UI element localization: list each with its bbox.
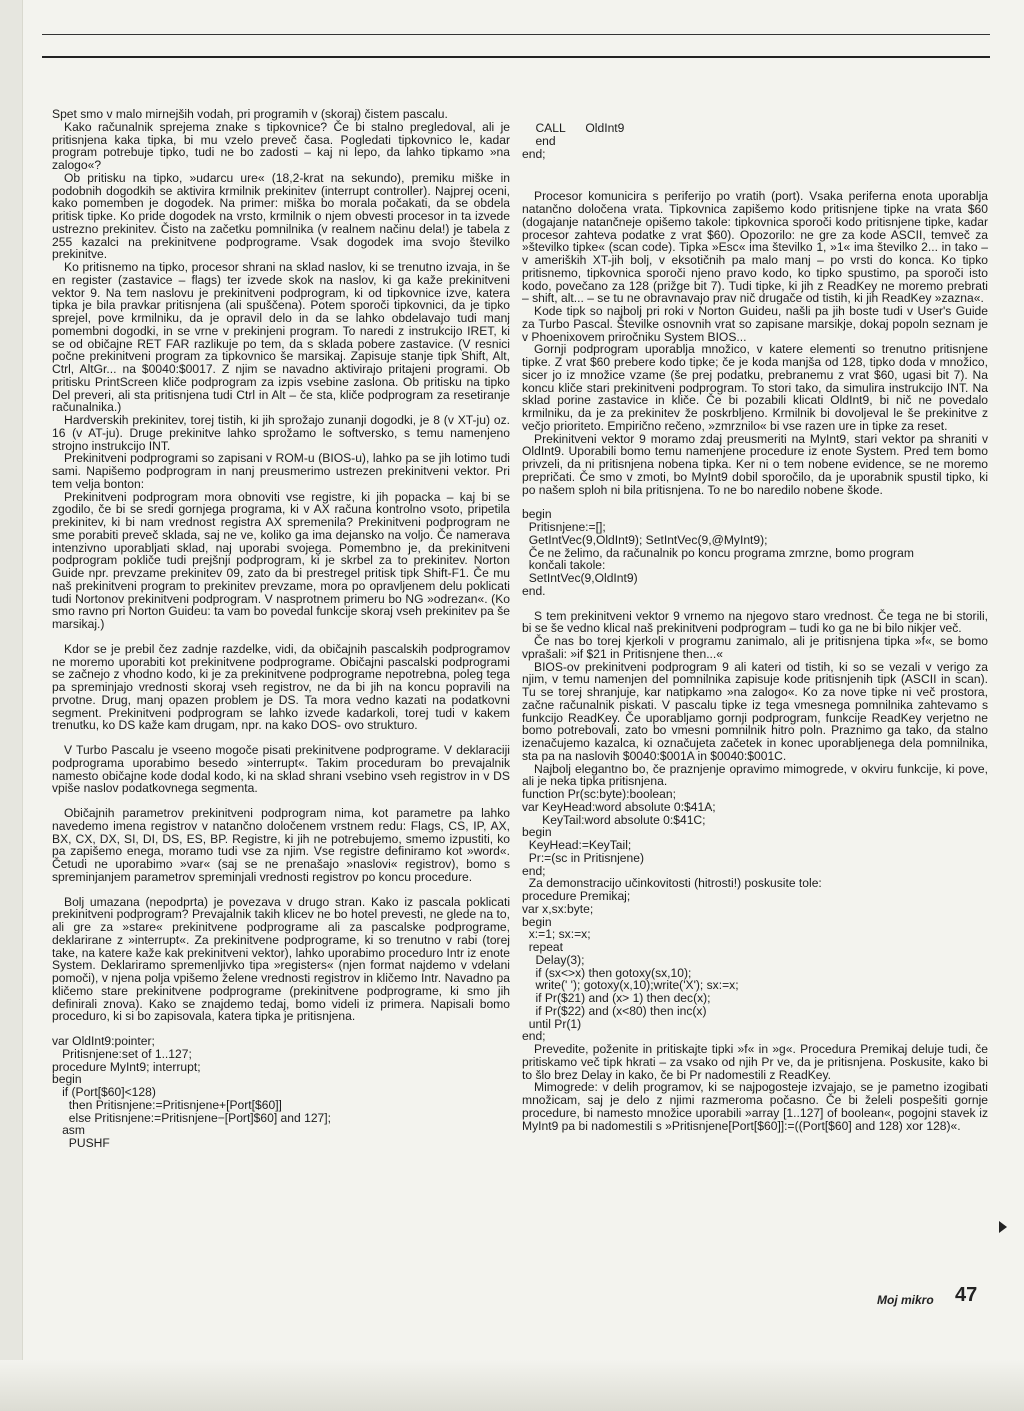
page-edge: [0, 0, 23, 1411]
paragraph: Običajnih parametrov prekinitveni podprogram nima, kot parametre pa lahko navedemo imena registrov v natančno določenem vrstnem redu: Flags, CS, IP, AX, BX, CX, DX, SI, DI, DS, ES, BP. Registre, ki jih ne potrebujemo, smemo izpustiti, ko pa zapišemo enega, moramo tudi vse za njim. Vse registre definiramo kot »word«. Četudi ne uporabimo »var« (saj se ne prenašajo »naslovi« registrov), bomo s spreminjanjem parametrov spreminjali vrednosti registrov po koncu procedure.: [52, 806, 510, 884]
paragraph: Prevedite, poženite in pritiskajte tipki »f« in »g«. Procedura Premikaj deluje tudi, če pritiskamo več tipk hkrati – za vsako od njih Pr ve, da je pritisnjena. Poskusite, kako bi to šlo brez Delay in kako, če bi Pr nadomestili z ReadKey.: [522, 1042, 988, 1082]
paragraph: BIOS-ov prekinitveni podprogram 9 ali kateri od tistih, ki so se vezali v verigo za njim, v temu namenjen del pomnilnika zapisuje kode pritisnjenih tipk (ASCII in scan). Tu se torej shranjuje, kar natipkamo »na zalogo«. Ko za nove tipke ni več prostora, začne računalnik piskati. V pascalu tipke iz tega vmesnega pomnilnika zahtevamo s funkcijo ReadKey. Če uporabljamo gornji podprogram, funkcije ReadKey verjetno ne bomo potrebovali, zato bo vmesni pomnilnik hitro poln. Praznimo ga tako, da stalno izenačujemo kazalca, ki označujeta začetek in konec uporabljenega dela pomnilnika, sta pa na naslovih $0040:$001A in $0040:$001C.: [522, 659, 988, 763]
paragraph: Bolj umazana (nepodprta) je povezava v drugo stran. Kako iz pascala poklicati prekinitveni podprogram? Prevajalnik takih klicev ne bo hotel prevesti, ne glede na to, ali gre za »stare« prekinitvene podprograme ali za pascalske podprograme, deklarirane z »interrupt«. Za prekinitvene podprograme, ki so trenutno v rabi (torej take, na katere kaže kak prekinitveni vektor), lahko uporabimo proceduro Intr iz enote System. Deklariramo spremenljivko tipa »registers« (njen format najdemo v vdelani pomoči), v njena polja vpišemo želene vrednosti registrov in kličemo Intr. Navadno pa kličemo stare prekinitvene podprograme (prekinitvene podprograme, ki smo jih definirali znova). Kako se znajdemo tedaj, bomo videli iz primera. Napisali bomo proceduro, ki si bo zapisovala, katera tipka je pritisnjena.: [52, 894, 510, 1024]
paragraph: Ko pritisnemo na tipko, procesor shrani na sklad naslov, ki se trenutno izvaja, in še en register (zastavice – flags) ter izvede skok na naslov, ki ga kaže prekinitveni vektor 9. Na tem naslovu je prekinitveni podprogram, ki od tipkovnice izve, katera tipka je bila pravkar pritisnjena (ali spuščena). Potem sporoči tipkovnici, da je tipko sprejel, pove krmilniku, da je opravil delo in da se lahko obdelavajo tudi manj pomembni dogodki, in se vrne v prekinjeni program. To naredi z instrukcijo IRET, ki se od običajne RET FAR razlikuje po tem, da s sklada pobere zastavice. (V resnici počne prekinitveni program za tipkovnico še marsikaj. Zapisuje stanje tipk Shift, Alt, Ctrl, AltGr... na $0040:$0017. Z njim se navadno aktivirajo pritajeni programi. Ob pritisku PrintScreen kliče podprogram za izpis vsebine zaslona. Ob pritisku na tipko Del preveri, ali sta pritisnjena tudi Ctrl in Alt – če sta, kliče podprogram za resetiranje računalnika.): [52, 260, 510, 415]
code-block-premikaj: function Pr(sc:byte):boolean; var KeyHead:word absolute 0:$41A; KeyTail:word absolute 0:$41C; begin KeyHead:=KeyTail; Pr:=(sc in Pritisnjene) end; Za demonstracijo učinkovitosti (hitrosti!) poskusite tole: procedure Premikaj; var x,sx:byte; begin x:=1; sx:=x; repeat Delay(3); if (sx<>x) then gotoxy(sx,10); write(' '); gotoxy(x,10);write('X'); sx:=x; if Pr($21) and (x> 1) then dec(x); if Pr($22) and (x<80) then inc(x) until Pr(1) end;: [522, 787, 822, 1044]
paragraph: Najbolj elegantno bo, če praznjenje opravimo mimogrede, v okviru funkcije, ki pove, ali je neka tipka pritisnjena.: [522, 761, 988, 789]
paragraph: Prekinitveni podprogrami so zapisani v ROM-u (BIOS-u), lahko pa se jih lotimo tudi sami. Napišemo podprogram in nanj preusmerimo ustrezen prekinitveni vektor. Pri tem velja bonton:: [52, 451, 510, 491]
top-rule-thin: [42, 34, 990, 35]
paragraph: V Turbo Pascalu je vseeno mogoče pisati prekinitvene podprograme. V deklaraciji podprograma uporabimo besedo »interrupt«. Takim proceduram bo prevajalnik namesto običajne kode dodal kodo, ki na sklad shrani vsebino vseh registrov in v DS vpiše naslov podatkovnega segmenta.: [52, 743, 510, 796]
paragraph: Če nas bo torej kjerkoli v programu zanimalo, ali je pritisnjena tipka »f«, se bomo vprašali: »if $21 in Pritisnjene then...«: [522, 634, 988, 661]
code-block-setup: begin Pritisnjene:=[]; GetIntVec(9,OldInt9); SetIntVec(9,@MyInt9); Če ne želimo, da računalnik po koncu programa zmrzne, bomo program končali takole: SetIntVec(9,OldInt9) end.: [522, 507, 914, 598]
magazine-brand: Moj mikro: [877, 1293, 934, 1307]
paragraph: Prekinitveni vektor 9 moramo zdaj preusmeriti na MyInt9, stari vektor pa shraniti v OldInt9. Uporabili bomo temu namenjene procedure iz enote System. Pred tem bomo privzeli, da ni pritisnjena nobena tipka. Ker ni o tem nobene evidence, se ne moremo prepričati. Če smo v zmoti, bo MyInt9 dobil sporočilo, da je uporabnik spustil tipko, ki po našem sploh ni bila pritisnjena. To ne bo naredilo nobene škode.: [522, 431, 988, 497]
paragraph: Kako računalnik sprejema znake s tipkovnice? Če bi stalno pregledoval, ali je pritisnjena kaka tipka, bi mu vzelo preveč časa. Pogledati tipkovnico le, kadar program potrebuje tipko, tudi ne bo zadosti – kaj ni lepo, da lahko tipkamo »na zalogo«?: [52, 119, 510, 172]
arrow-right-icon: [998, 1220, 1008, 1237]
paragraph: Prekinitveni podprogram mora obnoviti vse registre, ki jih popacka – kaj bi se zgodilo, če bi se sredi gornjega programa, ki v AX računa kontrolno vsoto, pripetila prekinitev, ki bi nam vrednost registra AX spremenila? Prekinitveni podprogram ne sme porabiti preveč sklada, saj ne ve, koliko ga ima dejansko na voljo. Če namerava intenzivno uporabljati sklad, naj uporabi svojega. Pomembno je, da prekinitveni podprogram pokliče tudi prejšnji podprogram, ki je skrbel za to prekinitev. Norton Guide npr. prevzame prekinitev 09, zato da bi prestregel pritisk tipk Shift-F1. Če mu naš prekinitveni program to prekinitev prevzame, mora po opravljenem delu poklicati tudi Nortonov prekinitveni podprogram. V nasprotnem primeru bo NG »odrezan«. (Ko smo ravno pri Norton Guideu: ta vam bo povedal funkcije skoraj vseh prekinitev pa še marsikaj.): [52, 489, 510, 631]
paragraph: Spet smo v malo mirnejših vodah, pri programih v (skoraj) čistem pascalu.: [52, 107, 448, 121]
top-rule-thick: [42, 56, 990, 58]
paragraph: Ob pritisku na tipko, »udarcu ure« (18,2-krat na sekundo), premiku miške in podobnih dogodkih se aktivira krmilnik prekinitev (interrupt controller). Najprej oceni, kako pomemben je dogodek. Na primer: miška bo morala počakati, da se obdela pritisk tipke. Ko pride dogodek na vrsto, krmilnik o njem obvesti procesor in ta izvede ustrezno prekinitev. Čisto na začetku pomnilnika (v realnem načinu dela!) je tabela z 255 kazalci na prekinitvene podprograme. Vsak dogodek ima svojo številko prekinitve.: [52, 170, 510, 262]
code-block-myint9: var OldInt9:pointer; Pritisnjene:set of 1..127; procedure MyInt9; interrupt; begin if (Port[$60]<128) then Pritisnjene:=Pritisnjene+[Port[$60]] else Pritisnjene:=Pritisnjene−[Port]$60] and 127]; asm PUSHF: [52, 1034, 331, 1150]
paragraph: Mimogrede: v delih programov, ki se najpogosteje izvajajo, se je pametno izogibati množicam, saj je delo z njimi razmeroma počasno. Če bi želeli pospešiti gornje procedure, bi namesto množice uporabili »array [1..127] of boolean«, pogojni stavek iz MyInt9 pa bi nadomestili s »Pritisnjene[Port[$60]]:=((Port[$60] and 128) xor 128)«.: [522, 1080, 988, 1133]
paragraph: Procesor komunicira s periferijo po vratih (port). Vsaka periferna enota uporablja natančno določena vrata. Tipkovnica zapišemo kodo pritisnjene tipke na vrata $60 (dogajanje natančneje opišemo takole: tipkovnica sporoči kodo pritisnjene tipke, kadar procesor zahteva podatke z vrat $60). Opozorilo: ne gre za kode ASCII, temveč za »številko tipke« (scan code). Tipka »Esc« ima številko 1, »1« ima številko 2... in tako – v ameriških XT-jih bolj, v eksotičnih pa malo manj – po vrsti do konca. Ko tipko pritisnemo, tipkovnica sporoči njeno pravo kodo, ko tipko spustimo, pa sporoči isto kodo, povečano za 128 (prižge bit 7). Tudi tipke, ki jih z ReadKey ne moremo prebrati – shift, alt... – se tu ne obravnavajo prav nič drugače od tistih, ki jih ReadKey »zazna«.: [522, 189, 988, 306]
paragraph: Kode tipk so najbolj pri roki v Norton Guideu, našli pa jih boste tudi v User's Guide za Turbo Pascal. Številke osnovnih vrat so zapisane marsikje, dokaj popoln seznam je v Phoenixovem priročniku System BIOS...: [522, 304, 988, 344]
page-bottom-edge: [0, 1360, 1024, 1411]
left-column: [52, 108, 510, 1150]
right-column: [522, 122, 988, 1132]
paragraph: Kdor se je prebil čez zadnje razdelke, vidi, da običajnih pascalskih podprogramov ne moremo uporabiti kot prekinitvene podprograme. Običajni pascalski podprogrami se začnejo z vhodno kodo, ki je za prekinitvene podprograme nepotrebna, poleg tega pa spreminjajo vrednosti skoraj vseh registrov, ne da bi jih na koncu popravili na prvotne. Drug, manj opazen problem je DS. Ta mora vedno kazati na podatkovni segment. Prekinitveni podprogram se lahko izvede kadarkoli, torej tudi v kakem trenutku, ko DS kaže kam drugam, npr. na kako DOS- ovo strukturo.: [52, 641, 510, 733]
paragraph: S tem prekinitveni vektor 9 vrnemo na njegovo staro vrednost. Če tega ne bi storili, bi se še vedno klical naš prekinitveni podprogram – tudi ko ga ne bi bilo nikjer več.: [522, 608, 988, 636]
code-block-call: CALL OldInt9 end end;: [522, 121, 625, 161]
paragraph: Hardverskih prekinitev, torej tistih, ki jih sprožajo zunanji dogodki, je 8 (v XT-ju) oz. 16 (v AT-ju). Druge prekinitve lahko sprožamo le softversko, s temu namenjeno strojno instrukcijo INT.: [52, 413, 510, 453]
paragraph: Gornji podprogram uporablja množico, v katere elementi so trenutno pritisnjene tipke. Z vrat $60 prebere kodo tipke; če je koda manjša od 128, tipko doda v množico, sicer jo iz množice vzame (še prej podatku, prebranemu z vrat $60, ugasi bit 7). Na koncu kliče stari prekinitveni podprogram. To stori tako, da simulira instrukcijo INT. Na sklad porine zastavice in kliče. Če bi pozabili klicati OldInt9, bi nič ne povedalo krmilniku, da je za prekinitev že poskrbljeno. Krmilnik bi dovoljeval le še prekinitve z večjo prioriteto. Empirično rečeno, »zmrznilo« bi vse razen ure in tipke za reset.: [522, 342, 988, 433]
page-number: 47: [955, 1284, 978, 1306]
